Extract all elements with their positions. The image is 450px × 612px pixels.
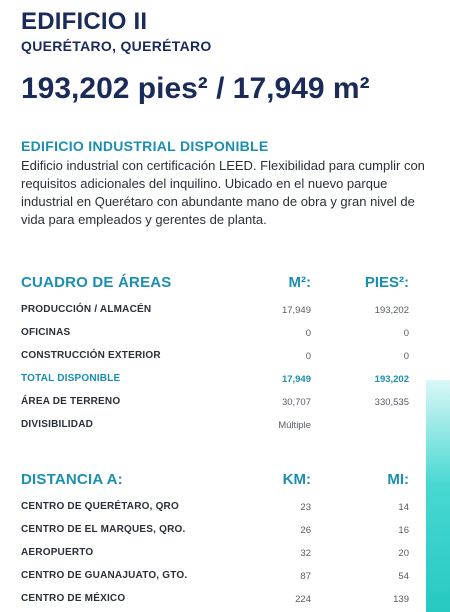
areas-col-ft2: PIES²: [364, 274, 409, 291]
row-m2: 17,949 [281, 374, 311, 385]
areas-table-header [21, 274, 411, 300]
row-ft2: 330,535 [374, 397, 409, 408]
table-row [21, 589, 411, 612]
row-label: CENTRO DE MÉXICO [21, 593, 126, 604]
row-label: AEROPUERTO [21, 547, 94, 558]
row-km: 87 [300, 571, 311, 582]
table-row [21, 415, 411, 438]
areas-col-m2: M²: [288, 274, 311, 291]
row-km: 224 [295, 594, 311, 605]
table-row [21, 543, 411, 566]
row-ft2: 0 [403, 351, 409, 362]
table-row [21, 300, 411, 323]
building-title: EDIFICIO II [21, 8, 148, 35]
row-label: ÁREA DE TERRENO [21, 396, 121, 407]
table-row-total [21, 369, 411, 392]
row-m2: 0 [305, 351, 311, 362]
row-label: PRODUCCIÓN / ALMACÉN [21, 304, 152, 315]
areas-table [21, 274, 411, 438]
teal-accent-bar [426, 380, 450, 612]
row-m2: Múltiple [278, 420, 311, 431]
table-row [21, 323, 411, 346]
row-mi: 54 [398, 571, 409, 582]
row-mi: 16 [398, 525, 409, 536]
intro-heading: EDIFICIO INDUSTRIAL DISPONIBLE [21, 138, 269, 154]
row-label: CENTRO DE GUANAJUATO, GTO. [21, 570, 188, 581]
building-location: QUERÉTARO, QUERÉTARO [21, 38, 212, 54]
table-row [21, 497, 411, 520]
row-km: 26 [300, 525, 311, 536]
row-ft2: 193,202 [374, 305, 409, 316]
row-m2: 0 [305, 328, 311, 339]
row-label: CONSTRUCCIÓN EXTERIOR [21, 350, 161, 361]
distances-col-mi: MI: [387, 471, 409, 488]
distances-col-km: KM: [282, 471, 311, 488]
row-ft2: 193,202 [374, 374, 409, 385]
intro-description: Edificio industrial con certificación LEED. Flexibilidad para cumplir con requisitos adicionales del inquilino. Ubicado en el nuevo parque industrial en Querétaro con abundante mano de obra y gran nivel de vida para empleados y gerentes de planta. [21, 158, 425, 227]
row-mi: 20 [398, 548, 409, 559]
table-row [21, 346, 411, 369]
row-label: CENTRO DE EL MARQUES, QRO. [21, 524, 186, 535]
row-label: OFICINAS [21, 327, 71, 338]
distances-heading: DISTANCIA A: [21, 471, 123, 488]
row-km: 23 [300, 502, 311, 513]
areas-heading: CUADRO DE ÁREAS [21, 274, 172, 291]
row-m2: 17,949 [281, 305, 311, 316]
table-row [21, 520, 411, 543]
row-label: TOTAL DISPONIBLE [21, 373, 121, 384]
distances-table [21, 471, 411, 612]
row-ft2: 0 [403, 328, 409, 339]
distances-table-header [21, 471, 411, 497]
table-row [21, 566, 411, 589]
row-mi: 14 [398, 502, 409, 513]
row-m2: 30,707 [281, 397, 311, 408]
row-label: DIVISIBILIDAD [21, 419, 94, 430]
table-row [21, 392, 411, 415]
row-km: 32 [300, 548, 311, 559]
building-size: 193,202 pies² / 17,949 m² [21, 72, 370, 105]
row-mi: 139 [393, 594, 409, 605]
row-label: CENTRO DE QUERÉTARO, QRO [21, 501, 179, 512]
